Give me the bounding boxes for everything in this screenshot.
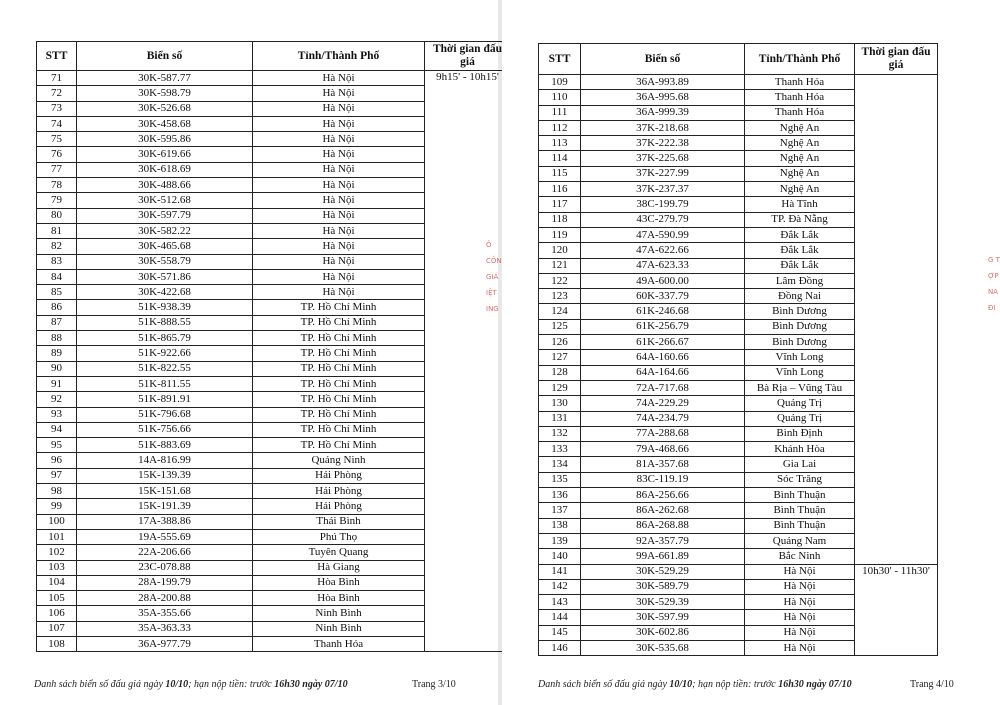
row-province: Lâm Đồng [745,273,855,288]
row-province: Ninh Bình [253,621,425,636]
row-province: Hà Tĩnh [745,197,855,212]
row-province: Phú Thọ [253,529,425,544]
row-stt: 91 [37,376,77,391]
stamp-text: Ô [486,241,492,249]
row-province: Đắk Lắk [745,258,855,273]
row-province: Hà Nội [745,610,855,625]
row-stt: 99 [37,499,77,514]
row-province: TP. Hồ Chí Minh [253,407,425,422]
row-stt: 106 [37,606,77,621]
row-plate: 99A-661.89 [581,549,745,564]
row-province: TP. Hồ Chí Minh [253,300,425,315]
header-time: Thời gian đấu giá [855,44,938,75]
row-province: TP. Hồ Chí Minh [253,315,425,330]
row-province: Nghệ An [745,151,855,166]
row-plate: 51K-938.39 [77,300,253,315]
row-stt: 96 [37,453,77,468]
row-province: Vĩnh Long [745,365,855,380]
row-province: TP. Hồ Chí Minh [253,361,425,376]
row-province: Hà Nội [253,71,425,86]
row-province: Đắk Lắk [745,227,855,242]
row-stt: 116 [539,182,581,197]
row-stt: 102 [37,545,77,560]
row-plate: 74A-234.79 [581,411,745,426]
row-stt: 130 [539,396,581,411]
row-stt: 128 [539,365,581,380]
row-plate: 37K-218.68 [581,120,745,135]
row-province: Quảng Nam [745,533,855,548]
row-province: Hà Nội [745,625,855,640]
table-row [37,71,511,86]
row-plate: 83C-119.19 [581,472,745,487]
row-plate: 61K-246.68 [581,304,745,319]
footer-text: Danh sách biển số đấu giá ngày [538,679,670,690]
row-stt: 133 [539,442,581,457]
row-stt: 77 [37,162,77,177]
row-plate: 51K-822.55 [77,361,253,376]
row-stt: 115 [539,166,581,181]
row-plate: 30K-512.68 [77,193,253,208]
row-plate: 30K-571.86 [77,269,253,284]
row-plate: 38C-199.79 [581,197,745,212]
stamp-text: ING [486,305,499,313]
row-plate: 15K-151.68 [77,484,253,499]
footer-note-right [538,679,852,690]
row-stt: 113 [539,136,581,151]
row-province: Nghệ An [745,166,855,181]
row-plate: 37K-237.37 [581,182,745,197]
row-stt: 119 [539,227,581,242]
row-stt: 87 [37,315,77,330]
row-stt: 71 [37,71,77,86]
row-province: Khánh Hòa [745,442,855,457]
row-province: TP. Đà Nẵng [745,212,855,227]
row-province: Hà Nội [253,254,425,269]
row-plate: 30K-582.22 [77,223,253,238]
row-stt: 83 [37,254,77,269]
row-plate: 28A-200.88 [77,591,253,606]
row-time-slot: 10h30' - 11h30' [855,564,938,656]
row-plate: 64A-164.66 [581,365,745,380]
row-plate: 37K-225.68 [581,151,745,166]
row-stt: 141 [539,564,581,579]
row-plate: 81A-357.68 [581,457,745,472]
row-province: Hà Nội [253,239,425,254]
row-stt: 122 [539,273,581,288]
row-province: Hà Nội [253,269,425,284]
stamp-fragment-left [486,240,502,320]
row-province: Thái Bình [253,514,425,529]
row-stt: 86 [37,300,77,315]
row-province: Thanh Hóa [745,75,855,90]
row-stt: 82 [37,239,77,254]
row-province: Gia Lai [745,457,855,472]
row-plate: 30K-619.66 [77,147,253,162]
row-plate: 30K-558.79 [77,254,253,269]
row-stt: 118 [539,212,581,227]
row-province: Hải Phòng [253,484,425,499]
row-plate: 51K-811.55 [77,376,253,391]
row-stt: 124 [539,304,581,319]
header-time: Thời gian đấu giá [425,42,511,71]
row-stt: 89 [37,346,77,361]
row-stt: 109 [539,75,581,90]
row-plate: 51K-796.68 [77,407,253,422]
row-plate: 51K-865.79 [77,331,253,346]
row-plate: 30K-488.66 [77,178,253,193]
plate-table-right [538,43,938,656]
row-province: Bình Dương [745,319,855,334]
row-plate: 22A-206.66 [77,545,253,560]
row-plate: 47A-590.99 [581,227,745,242]
row-province: Quảng Ninh [253,453,425,468]
row-plate: 60K-337.79 [581,289,745,304]
document-page-right [502,0,1000,705]
row-province: Nghệ An [745,136,855,151]
row-province: Tuyên Quang [253,545,425,560]
row-province: Nghệ An [745,182,855,197]
row-stt: 88 [37,331,77,346]
stamp-text: NA [988,288,999,296]
row-province: Hà Nội [253,132,425,147]
row-plate: 35A-363.33 [77,621,253,636]
row-province: Hà Nội [745,564,855,579]
row-stt: 145 [539,625,581,640]
row-plate: 47A-623.33 [581,258,745,273]
row-province: Bình Thuận [745,518,855,533]
stamp-text: ỢP [988,272,999,280]
row-province: Hà Nội [745,579,855,594]
row-plate: 47A-622.66 [581,243,745,258]
row-stt: 132 [539,426,581,441]
row-plate: 23C-078.88 [77,560,253,575]
row-province: Hà Nội [745,640,855,655]
row-plate: 35A-355.66 [77,606,253,621]
footer-text-mid: ; hạn nộp tiền: trước [692,679,779,690]
row-province: Hà Nội [253,101,425,116]
row-plate: 28A-199.79 [77,575,253,590]
row-province: Hà Nội [253,162,425,177]
stamp-text: GIÁ [486,273,499,281]
row-stt: 74 [37,116,77,131]
row-stt: 94 [37,422,77,437]
row-province: Thanh Hóa [745,90,855,105]
row-plate: 86A-256.66 [581,488,745,503]
table-row [539,75,938,90]
row-stt: 134 [539,457,581,472]
row-province: Đồng Nai [745,289,855,304]
row-province: Đắk Lắk [745,243,855,258]
row-province: Bình Dương [745,304,855,319]
row-stt: 111 [539,105,581,120]
row-plate: 36A-977.79 [77,636,253,651]
row-stt: 92 [37,392,77,407]
row-stt: 131 [539,411,581,426]
row-province: Hải Phòng [253,468,425,483]
row-plate: 30K-458.68 [77,116,253,131]
row-province: Sóc Trăng [745,472,855,487]
row-province: Bắc Ninh [745,549,855,564]
row-stt: 103 [37,560,77,575]
row-province: Hà Nội [253,223,425,238]
row-province: Quảng Trị [745,396,855,411]
row-stt: 104 [37,575,77,590]
plate-table-left [36,41,511,652]
row-province: TP. Hồ Chí Minh [253,346,425,361]
row-stt: 143 [539,595,581,610]
table-row [539,564,938,579]
row-stt: 90 [37,361,77,376]
row-plate: 51K-888.55 [77,315,253,330]
header-stt: STT [539,44,581,75]
row-stt: 84 [37,269,77,284]
row-province: TP. Hồ Chí Minh [253,392,425,407]
row-stt: 98 [37,484,77,499]
row-plate: 36A-995.68 [581,90,745,105]
row-plate: 30K-422.68 [77,285,253,300]
header-plate: Biển số [77,42,253,71]
row-time-slot: 9h15' - 10h15' [425,71,511,652]
row-plate: 30K-587.77 [77,71,253,86]
row-stt: 112 [539,120,581,135]
row-stt: 81 [37,223,77,238]
row-plate: 30K-595.86 [77,132,253,147]
row-stt: 146 [539,640,581,655]
row-province: TP. Hồ Chí Minh [253,422,425,437]
table-body-right [539,75,938,656]
row-stt: 142 [539,579,581,594]
row-plate: 30K-598.79 [77,86,253,101]
row-stt: 108 [37,636,77,651]
row-province: Bình Thuận [745,503,855,518]
row-plate: 49A-600.00 [581,273,745,288]
row-plate: 15K-139.39 [77,468,253,483]
footer-text-mid: ; hạn nộp tiền: trước [188,679,275,690]
row-stt: 140 [539,549,581,564]
row-plate: 77A-288.68 [581,426,745,441]
row-stt: 123 [539,289,581,304]
row-stt: 110 [539,90,581,105]
row-province: Bình Thuận [745,488,855,503]
row-stt: 72 [37,86,77,101]
row-stt: 107 [37,621,77,636]
row-plate: 17A-388.86 [77,514,253,529]
row-stt: 80 [37,208,77,223]
row-stt: 95 [37,438,77,453]
row-stt: 136 [539,488,581,503]
row-plate: 37K-222.38 [581,136,745,151]
row-stt: 138 [539,518,581,533]
row-province: Hòa Bình [253,591,425,606]
footer-deadline: 16h30 ngày 07/10 [778,679,852,690]
header-stt: STT [37,42,77,71]
row-plate: 30K-602.86 [581,625,745,640]
row-stt: 75 [37,132,77,147]
row-plate: 61K-256.79 [581,319,745,334]
row-plate: 72A-717.68 [581,380,745,395]
row-province: Nghệ An [745,120,855,135]
page-number-left: Trang 3/10 [412,679,456,690]
row-stt: 120 [539,243,581,258]
row-plate: 79A-468.66 [581,442,745,457]
row-province: Vĩnh Long [745,350,855,365]
row-province: TP. Hồ Chí Minh [253,376,425,391]
page-number-right: Trang 4/10 [910,679,954,690]
row-stt: 78 [37,178,77,193]
row-stt: 127 [539,350,581,365]
row-stt: 85 [37,285,77,300]
row-province: Hà Nội [745,595,855,610]
row-plate: 92A-357.79 [581,533,745,548]
row-province: TP. Hồ Chí Minh [253,438,425,453]
row-province: Thanh Hóa [253,636,425,651]
row-plate: 30K-529.39 [581,595,745,610]
row-province: Hà Nội [253,208,425,223]
row-stt: 100 [37,514,77,529]
footer-deadline: 16h30 ngày 07/10 [274,679,348,690]
table-body-left [37,71,511,652]
row-province: Quảng Trị [745,411,855,426]
footer-date: 10/10 [165,679,189,690]
row-province: Thanh Hóa [745,105,855,120]
row-stt: 101 [37,529,77,544]
row-plate: 51K-883.69 [77,438,253,453]
row-plate: 61K-266.67 [581,335,745,350]
row-province: Hải Phòng [253,499,425,514]
row-plate: 30K-597.99 [581,610,745,625]
row-province: TP. Hồ Chí Minh [253,331,425,346]
row-province: Bình Định [745,426,855,441]
row-stt: 76 [37,147,77,162]
row-province: Hà Nội [253,285,425,300]
row-plate: 30K-618.69 [77,162,253,177]
row-stt: 93 [37,407,77,422]
row-stt: 139 [539,533,581,548]
header-province: Tỉnh/Thành Phố [745,44,855,75]
row-plate: 43C-279.79 [581,212,745,227]
footer-date: 10/10 [669,679,693,690]
footer-text: Danh sách biển số đấu giá ngày [34,679,166,690]
row-stt: 117 [539,197,581,212]
row-plate: 37K-227.99 [581,166,745,181]
row-stt: 144 [539,610,581,625]
row-plate: 30K-597.79 [77,208,253,223]
row-plate: 51K-922.66 [77,346,253,361]
row-province: Ninh Bình [253,606,425,621]
row-stt: 73 [37,101,77,116]
stamp-text: G T [988,256,1000,264]
row-stt: 129 [539,380,581,395]
row-time-slot-continued [855,75,938,565]
row-plate: 86A-262.68 [581,503,745,518]
row-province: Hòa Bình [253,575,425,590]
row-plate: 30K-535.68 [581,640,745,655]
row-plate: 51K-891.91 [77,392,253,407]
row-plate: 36A-993.89 [581,75,745,90]
row-plate: 64A-160.66 [581,350,745,365]
row-province: Hà Nội [253,178,425,193]
stamp-text: CÔN [486,257,502,265]
row-stt: 121 [539,258,581,273]
row-province: Hà Nội [253,116,425,131]
row-province: Hà Nội [253,86,425,101]
row-plate: 30K-529.29 [581,564,745,579]
row-stt: 137 [539,503,581,518]
row-plate: 15K-191.39 [77,499,253,514]
header-province: Tỉnh/Thành Phố [253,42,425,71]
row-stt: 105 [37,591,77,606]
row-plate: 19A-555.69 [77,529,253,544]
footer-note-left [34,679,348,690]
row-plate: 30K-589.79 [581,579,745,594]
row-province: Bình Dương [745,335,855,350]
row-plate: 36A-999.39 [581,105,745,120]
row-plate: 74A-229.29 [581,396,745,411]
row-stt: 97 [37,468,77,483]
row-stt: 135 [539,472,581,487]
row-stt: 126 [539,335,581,350]
header-plate: Biển số [581,44,745,75]
row-plate: 30K-465.68 [77,239,253,254]
stamp-text: IỆT [486,289,497,297]
row-plate: 51K-756.66 [77,422,253,437]
stamp-fragment-right [988,255,1000,319]
row-plate: 86A-268.88 [581,518,745,533]
row-province: Bà Rịa – Vũng Tàu [745,380,855,395]
row-province: Hà Giang [253,560,425,575]
row-plate: 14A-816.99 [77,453,253,468]
row-province: Hà Nội [253,147,425,162]
row-stt: 79 [37,193,77,208]
row-plate: 30K-526.68 [77,101,253,116]
row-stt: 114 [539,151,581,166]
row-province: Hà Nội [253,193,425,208]
stamp-text: ĐI [988,304,996,312]
row-stt: 125 [539,319,581,334]
